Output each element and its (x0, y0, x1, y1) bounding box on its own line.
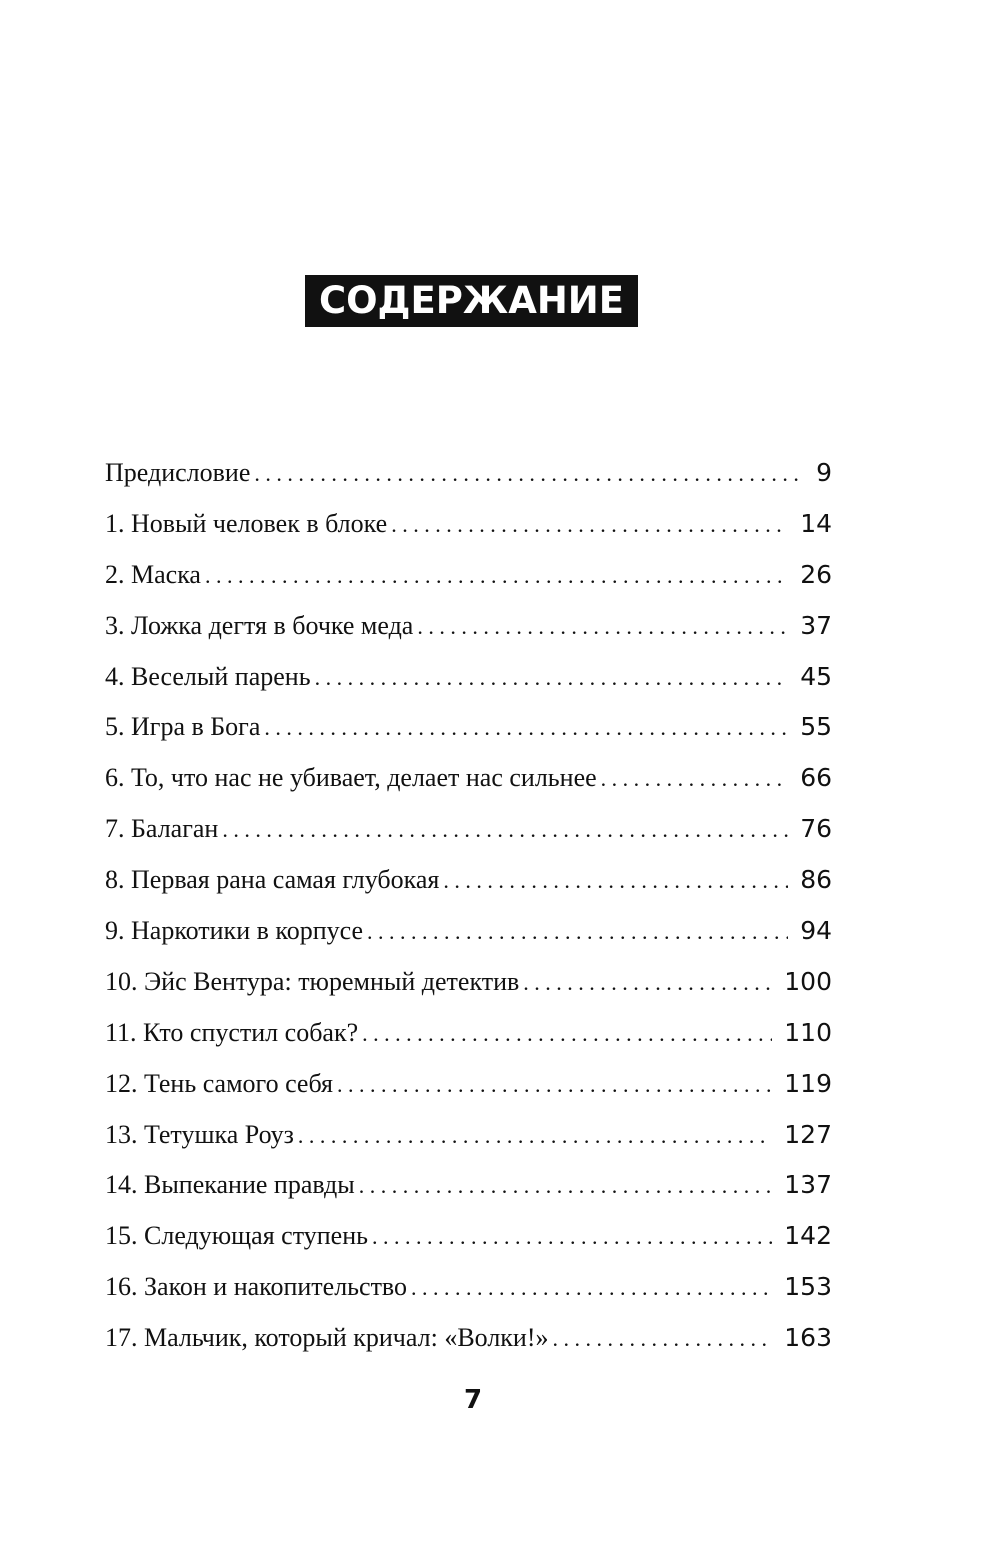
page-number: 7 (463, 1385, 483, 1415)
dot-leader (391, 512, 788, 538)
toc-entry (105, 662, 832, 713)
toc-entry-title: 16. Закон и накопительство (105, 1272, 408, 1302)
toc-entry-page: 153 (784, 1272, 832, 1302)
toc-entry-page: 163 (784, 1323, 832, 1353)
toc-entry-title: 10. Эйс Вентура: тюремный детектив (105, 966, 520, 996)
toc-entry (105, 1170, 832, 1221)
dot-leader (367, 919, 788, 945)
toc-entry (105, 814, 832, 865)
toc-entry-title: 7. Балаган (105, 814, 219, 844)
toc-entry-title: 2. Маска (105, 559, 201, 589)
toc-entry-title: 13. Тетушка Роуз (105, 1119, 294, 1149)
toc-entry-title: 12. Тень самого себя (105, 1068, 334, 1098)
toc-entry-title: 1. Новый человек в блоке (105, 508, 388, 538)
dot-leader (359, 1173, 773, 1199)
toc-entry-title: 9. Наркотики в корпусе (105, 916, 364, 946)
toc-entry-title: 11. Кто спустил собак? (105, 1017, 359, 1047)
toc-entry-page: 14 (800, 508, 832, 538)
toc-entry-title: 17. Мальчик, который кричал: «Волки!» (105, 1323, 549, 1353)
toc-entry-page: 45 (800, 661, 832, 691)
toc-entry-page: 94 (800, 916, 832, 946)
toc-entry-title: 4. Веселый парень (105, 661, 311, 691)
toc-entry-page: 76 (800, 814, 832, 844)
page-title: СОДЕРЖАНИЕ (305, 275, 638, 327)
toc-entry (105, 1221, 832, 1272)
toc-entry (105, 1272, 832, 1323)
toc-entry-page: 55 (800, 712, 832, 742)
toc-entry-title: 3. Ложка дегтя в бочке меда (105, 610, 414, 640)
toc-entry (105, 916, 832, 967)
toc-entry-title: Предисловие (105, 458, 251, 487)
toc-entry-title: 8. Первая рана самая глубокая (105, 865, 440, 895)
toc-entry-page: 26 (800, 559, 832, 589)
toc-entry-title: 14. Выпекание правды (105, 1170, 355, 1200)
toc-entry (105, 509, 832, 560)
toc-entry-page: 119 (784, 1068, 832, 1098)
toc-entry-page: 137 (784, 1170, 832, 1200)
toc-entry-page: 142 (784, 1221, 832, 1251)
toc-entry-title: 5. Игра в Бога (105, 712, 261, 742)
toc-entry (105, 865, 832, 916)
dot-leader (411, 1275, 772, 1301)
toc-entry-page: 9 (816, 458, 832, 487)
dot-leader (417, 614, 788, 640)
toc-entry (105, 967, 832, 1018)
dot-leader (205, 563, 788, 589)
toc-entry-page: 127 (784, 1119, 832, 1149)
toc-entry-page: 110 (784, 1017, 832, 1047)
toc-entry (105, 1323, 832, 1374)
toc-entry-page: 86 (800, 865, 832, 895)
toc-entry-title: 6. То, что нас не убивает, делает нас сильнее (105, 763, 597, 793)
dot-leader (553, 1326, 773, 1352)
dot-leader (337, 1072, 772, 1098)
toc-entry (105, 763, 832, 814)
dot-leader (523, 970, 772, 996)
dot-leader (443, 868, 788, 894)
dot-leader (254, 461, 804, 487)
toc-entry (105, 560, 832, 611)
toc-entry (105, 712, 832, 763)
dot-leader (298, 1123, 772, 1149)
toc-entry-page: 37 (800, 610, 832, 640)
dot-leader (315, 665, 789, 691)
dot-leader (222, 817, 788, 843)
dot-leader (372, 1224, 772, 1250)
table-of-contents (105, 458, 832, 1374)
dot-leader (362, 1021, 772, 1047)
toc-entry-title: 15. Следующая ступень (105, 1221, 368, 1251)
toc-entry (105, 458, 832, 509)
toc-entry (105, 1018, 832, 1069)
toc-entry-page: 100 (784, 966, 832, 996)
toc-entry (105, 611, 832, 662)
toc-entry (105, 1120, 832, 1171)
toc-entry-page: 66 (800, 763, 832, 793)
toc-entry (105, 1069, 832, 1120)
dot-leader (264, 715, 788, 741)
dot-leader (601, 766, 789, 792)
